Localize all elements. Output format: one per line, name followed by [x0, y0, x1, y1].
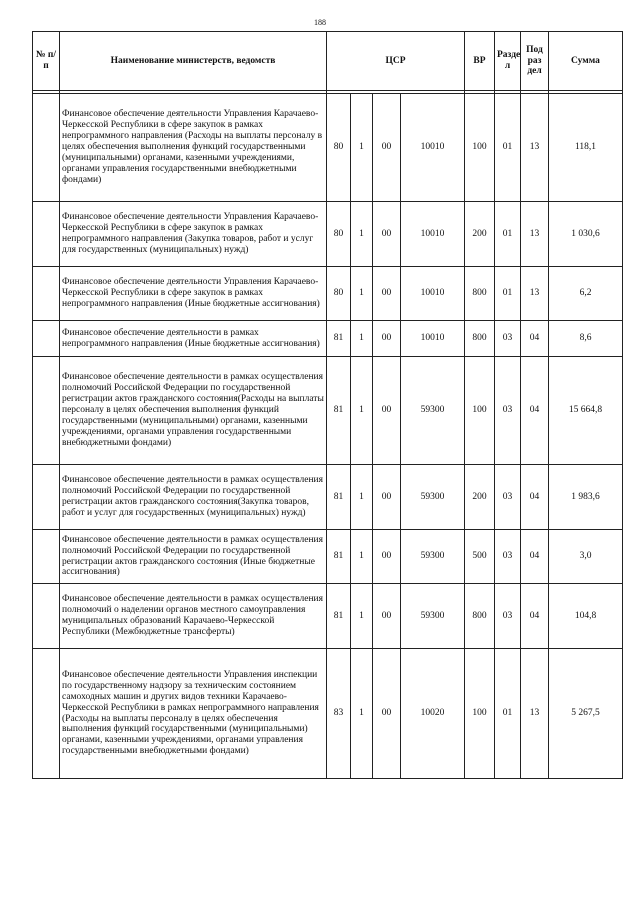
razdel-cell: 03: [495, 584, 521, 649]
header-razdel: Разде л: [495, 32, 521, 91]
razdel-cell: 01: [495, 267, 521, 321]
vr-cell: 800: [465, 321, 495, 357]
table-row: [33, 202, 623, 267]
csr-part-4: 10010: [401, 267, 465, 321]
sum-cell: 15 664,8: [549, 357, 623, 465]
table-row: [33, 649, 623, 779]
sum-cell: 5 267,5: [549, 649, 623, 779]
csr-part-4: 10020: [401, 649, 465, 779]
vr-cell: 100: [465, 94, 495, 202]
sum-cell: 3,0: [549, 530, 623, 584]
vr-cell: 200: [465, 465, 495, 530]
csr-part-1: 81: [327, 465, 351, 530]
csr-part-4: 59300: [401, 584, 465, 649]
csr-part-3: 00: [373, 202, 401, 267]
sum-cell: 8,6: [549, 321, 623, 357]
num-cell: [33, 267, 60, 321]
csr-part-1: 80: [327, 267, 351, 321]
podrazdel-cell: 13: [521, 202, 549, 267]
csr-part-1: 81: [327, 584, 351, 649]
num-cell: [33, 530, 60, 584]
razdel-cell: 01: [495, 202, 521, 267]
table-row: [33, 465, 623, 530]
csr-part-2: 1: [351, 267, 373, 321]
row-name: Финансовое обеспечение деятельности в рамках осуществления полномочий Российской Федерации по государственной регистрации актов гражданского состояния(Расходы на выплаты персоналу в целях обеспечения выполнения функций государственными (муниципальными) органами, казенными учреждениями, органами управления государственными внебюджетными фондами): [60, 357, 327, 465]
vr-cell: 100: [465, 357, 495, 465]
row-name: Финансовое обеспечение деятельности Управления Карачаево-Черкесской Республики в сфере закупок в рамках непрограммного направления (Закупка товаров, работ и услуг для государственных (муниципальных) нужд): [60, 202, 327, 267]
sum-cell: 104,8: [549, 584, 623, 649]
table-row: [33, 530, 623, 584]
csr-part-2: 1: [351, 649, 373, 779]
row-name: Финансовое обеспечение деятельности Управления инспекции по государственному надзору за техническим состоянием самоходных машин и других видов техники Карачаево-Черкесской Республики в рамках непрограммного направления (Расходы на выплаты персоналу в целях обеспечения выполнения функций государственными (муниципальными) органами, казенными учреждениями, органами управления государственными внебюджетными фондами): [60, 649, 327, 779]
csr-part-2: 1: [351, 94, 373, 202]
vr-cell: 100: [465, 649, 495, 779]
csr-part-2: 1: [351, 465, 373, 530]
csr-part-3: 00: [373, 530, 401, 584]
podrazdel-cell: 04: [521, 357, 549, 465]
vr-cell: 800: [465, 267, 495, 321]
csr-part-3: 00: [373, 649, 401, 779]
csr-part-2: 1: [351, 202, 373, 267]
csr-part-4: 59300: [401, 465, 465, 530]
table-row: [33, 584, 623, 649]
csr-part-3: 00: [373, 357, 401, 465]
num-cell: [33, 584, 60, 649]
podrazdel-cell: 04: [521, 584, 549, 649]
csr-part-2: 1: [351, 321, 373, 357]
table-row: [33, 321, 623, 357]
table-row: [33, 267, 623, 321]
csr-part-1: 80: [327, 202, 351, 267]
header-num: № п/п: [33, 32, 60, 91]
row-name: Финансовое обеспечение деятельности Управления Карачаево-Черкесской Республики в сфере закупок в рамках непрограммного направления (Расходы на выплаты персоналу в целях обеспечения выполнения функций государственными (муниципальными) органами, казенными учреждениями, органами управления государственными внебюджетными фондами): [60, 94, 327, 202]
vr-cell: 200: [465, 202, 495, 267]
csr-part-2: 1: [351, 584, 373, 649]
num-cell: [33, 465, 60, 530]
num-cell: [33, 94, 60, 202]
num-cell: [33, 321, 60, 357]
sum-cell: 1 983,6: [549, 465, 623, 530]
csr-part-3: 00: [373, 321, 401, 357]
page-number: 188: [314, 18, 326, 27]
csr-part-1: 80: [327, 94, 351, 202]
csr-part-4: 59300: [401, 530, 465, 584]
row-name: Финансовое обеспечение деятельности в рамках осуществления полномочий Российской Федерации по государственной регистрации актов гражданского состояния (Иные бюджетные ассигнования): [60, 530, 327, 584]
sum-cell: 118,1: [549, 94, 623, 202]
csr-part-4: 59300: [401, 357, 465, 465]
podrazdel-cell: 04: [521, 530, 549, 584]
table-row: [33, 357, 623, 465]
podrazdel-cell: 13: [521, 649, 549, 779]
row-name: Финансовое обеспечение деятельности в рамках осуществления полномочий Российской Федерации по государственной регистрации актов гражданского состояния(Закупка товаров, работ и услуг для государственных (муниципальных) нужд): [60, 465, 327, 530]
razdel-cell: 01: [495, 94, 521, 202]
csr-part-3: 00: [373, 267, 401, 321]
vr-cell: 800: [465, 584, 495, 649]
csr-part-3: 00: [373, 94, 401, 202]
csr-part-4: 10010: [401, 202, 465, 267]
csr-part-4: 10010: [401, 321, 465, 357]
razdel-cell: 03: [495, 321, 521, 357]
row-name: Финансовое обеспечение деятельности Управления Карачаево-Черкесской Республики в сфере закупок в рамках непрограммного направления (Иные бюджетные ассигнования): [60, 267, 327, 321]
podrazdel-cell: 04: [521, 465, 549, 530]
csr-part-1: 81: [327, 321, 351, 357]
razdel-cell: 03: [495, 530, 521, 584]
podrazdel-cell: 13: [521, 94, 549, 202]
csr-part-3: 00: [373, 465, 401, 530]
vr-cell: 500: [465, 530, 495, 584]
csr-part-1: 81: [327, 357, 351, 465]
csr-part-2: 1: [351, 530, 373, 584]
table-row: [33, 94, 623, 202]
csr-part-4: 10010: [401, 94, 465, 202]
csr-part-1: 83: [327, 649, 351, 779]
csr-part-3: 00: [373, 584, 401, 649]
table-header-row: [33, 32, 623, 91]
row-name: Финансовое обеспечение деятельности в рамках непрограммного направления (Иные бюджетные ассигнования): [60, 321, 327, 357]
podrazdel-cell: 04: [521, 321, 549, 357]
csr-part-2: 1: [351, 357, 373, 465]
header-summa: Сумма: [549, 32, 623, 91]
sum-cell: 1 030,6: [549, 202, 623, 267]
razdel-cell: 03: [495, 357, 521, 465]
podrazdel-cell: 13: [521, 267, 549, 321]
razdel-cell: 01: [495, 649, 521, 779]
header-name: Наименование министерств, ведомств: [60, 32, 327, 91]
sum-cell: 6,2: [549, 267, 623, 321]
num-cell: [33, 357, 60, 465]
csr-part-1: 81: [327, 530, 351, 584]
header-csr: ЦСР: [327, 32, 465, 91]
row-name: Финансовое обеспечение деятельности в рамках осуществления полномочий о наделении органов местного самоуправления муниципальных образований Карачаево-Черкесской Республики (Межбюджетные трансферты): [60, 584, 327, 649]
header-vr: ВР: [465, 32, 495, 91]
header-podrazdel: Под раз дел: [521, 32, 549, 91]
num-cell: [33, 202, 60, 267]
razdel-cell: 03: [495, 465, 521, 530]
budget-table: [32, 31, 623, 779]
num-cell: [33, 649, 60, 779]
